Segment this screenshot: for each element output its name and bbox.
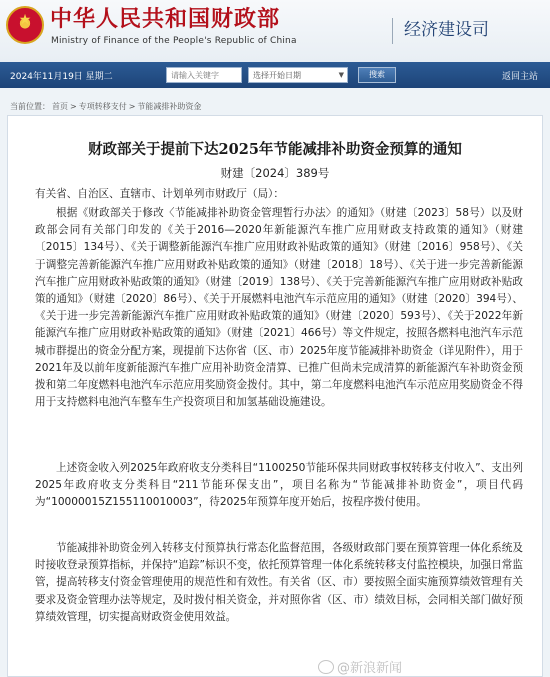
- breadcrumb-label: 当前位置：: [10, 102, 50, 111]
- current-date: 2024年11月19日 星期二: [10, 72, 113, 82]
- home-link[interactable]: 返回主站: [502, 72, 539, 82]
- document-title: 财政部关于提前下达2025年节能减排补助资金预算的通知: [88, 141, 462, 158]
- breadcrumb-separator: >: [128, 102, 136, 111]
- weibo-icon: [318, 660, 334, 674]
- document-paragraph-1: 根据《财政部关于修改〈节能减排补助资金管理暂行办法〉的通知》（财建〔2023〕58号）以及财政部会同有关部门印发的《关于2016—2020年新能源汽车推广应用财政支持政策的通知》（财建〔2015〕134号）、《关于调整新能源汽车推广应用财政补贴政策的通知》（财建〔2016〕958号）、《关于调整完善新能源汽车推广应用财政补贴政策的通知》（财建〔2018〕18号）、《关于进一步完善新能源汽车推广应用财政补贴政策的通知》（财建〔2019〕138号）、《关于完善新能源汽车推广应用财政补贴政策的通知》（财建〔2020〕86号）、《关于开展燃料电池汽车示范应用的通知》（财建〔2020〕394号）、《关于进一步完善新能源汽车推广应用财政补贴政策的通知》（财建〔2020〕593号）、《关于2022年新能源汽车推广应用财政补贴政策的通知》（财建〔2021〕466号）等文件规定，按照各燃料电池汽车示范城市群提出的资金分配方案，现提前下达你省（区、市）2025年度节能减排补助资金（详见附件），用于2021年及以前年度新能源汽车推广应用补助资金清算、已推广但尚未完成清算的新能源汽车补助资金预拨和第二年度燃料电池汽车示范应用奖励资金拨付。其中，第二年度燃料电池汽车示范应用奖励资金不得用于支持燃料电池汽车整车生产投资项目和加氢基础设施建设。: [35, 207, 523, 409]
- breadcrumb-item-transfer[interactable]: 专项转移支付: [78, 102, 127, 111]
- watermark: [318, 657, 402, 676]
- national-emblem-icon[interactable]: [6, 6, 44, 44]
- site-title[interactable]: 中华人民共和国财政部: [50, 6, 281, 32]
- site-header: [0, 0, 550, 63]
- article-panel: [7, 115, 543, 677]
- breadcrumb-item-home[interactable]: 首页: [52, 102, 68, 111]
- nav-bar: [0, 62, 550, 88]
- search-input[interactable]: [166, 67, 242, 83]
- header-divider: [392, 18, 393, 44]
- document-number: 财建〔2024〕389号: [220, 166, 330, 180]
- department-title[interactable]: 经济建设司: [404, 20, 489, 40]
- start-date-select[interactable]: [248, 67, 348, 83]
- document-paragraph-3: 节能减排补助资金列入转移支付预算执行常态化监督范围，各级财政部门要在预算管理一体化系统及时接收登录预算指标，并保持“追踪”标识不变，依托预算管理一体化系统转移支付监控模块，加强日常监管，提高转移支付资金管理使用的规范性和有效性。有关省（区、市）要按照全面实施预算绩效管理有关要求及资金管理办法等规定，及时拨付相关资金，并对照你省（区、市）绩效目标，会同相关部门做好预算绩效管理，切实提高财政资金使用效益。: [35, 542, 523, 623]
- watermark-text: @新浪新闻: [337, 661, 403, 676]
- breadcrumb-item-subsidy[interactable]: 节能减排补助资金: [137, 102, 202, 111]
- start-date-select-label: 选择开始日期: [253, 71, 301, 80]
- search-button[interactable]: 搜索: [358, 67, 396, 83]
- breadcrumb: [10, 101, 203, 112]
- document-paragraph-2: 上述资金收入列2025年政府收支分类科目“1100250节能环保共同财政事权转移支付收入”、支出列2025年政府收支分类科目“211节能环保支出”，项目名称为“节能减排补助资金”，项目代码为“10000015Z155110010003”，待2025年预算年度开始后，按程序拨付使用。: [35, 462, 523, 509]
- site-subtitle: Ministry of Finance of the People's Republic of China: [51, 36, 297, 46]
- breadcrumb-separator: >: [70, 102, 77, 111]
- chevron-down-icon: ▼: [338, 71, 344, 79]
- document-recipient: 有关省、自治区、直辖市、计划单列市财政厅（局）：: [35, 188, 284, 200]
